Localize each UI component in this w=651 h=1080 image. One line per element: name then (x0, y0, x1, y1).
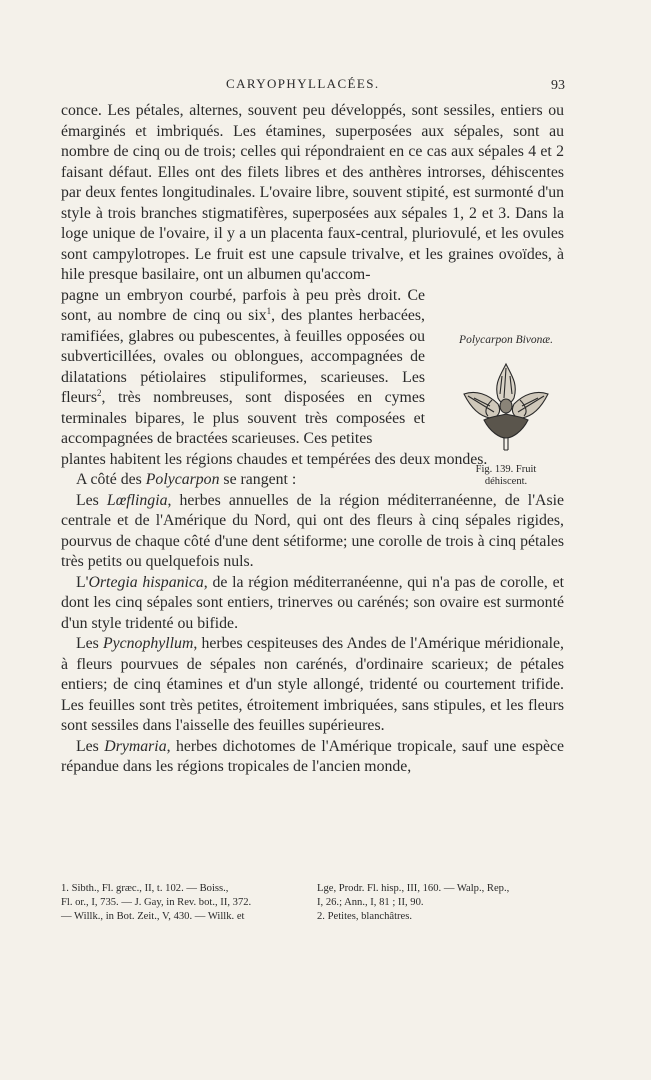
dehiscent-fruit-illustration (454, 354, 558, 458)
paragraph-3 (61, 491, 564, 573)
running-head: CARYOPHYLLACÉES. (226, 76, 380, 91)
figure-caption-line-2: déhiscent. (484, 476, 528, 487)
paragraph-1b-part2: , des plantes herbacées, ramifiées, glabres ou pubescentes, à feuilles opposées ou subverticillées, ovales ou oblongues, accompagnées de dilatations pétiolaires stipuliformes, scarieuses. Les fleurs (61, 307, 426, 406)
genus-polycarpon: Polycarpon (145, 471, 220, 488)
genus-drymaria: Drymaria (104, 737, 167, 755)
species-ortegia: Ortegia hispanica (88, 573, 204, 591)
paragraph-1b-part3: , très nombreuses, sont disposées en cymes terminales bipares, le plus souvent très composées et accompagnées de bractées scarieuses. Ces petites (61, 389, 425, 447)
paragraph-1c: plantes habitent les régions chaudes et tempérées des deux mondes. (61, 450, 488, 468)
paragraph-3-pre: Les (76, 491, 107, 509)
footnotes-right-column (317, 882, 567, 923)
genus-pycnophyllum: Pycnophyllum (102, 635, 194, 652)
paragraph-5 (61, 634, 564, 737)
figure-139 (444, 334, 568, 488)
page-header (0, 76, 651, 96)
footnote-ref-1: 1 (266, 306, 272, 316)
paragraph-1a: conce. Les pétales, alternes, souvent peu développés, sont sessiles, entiers ou émarginés et imbriqués. Les étamines, superposées aux sépales, sont au nombre de cinq ou de trois; celles qui répondraient en ce cas aux sépales 4 et 2 faisant défaut. Elles ont des filets libres et des anthères introrses, déhiscentes par deux fentes longitudinales. L'ovaire libre, souvent stipité, est surmonté d'un style à trois branches stigmatifères, superposées aux sépales 1, 2 et 3. Dans la loge unique de l'ovaire, il y a un placenta faux-central, pluriovulé, et les ovules sont campylotropes. Le fruit est une capsule trivalve, et les graines ovoïdes, à hile presque basilaire, ont un albumen qu'accom- (61, 102, 564, 283)
footnote-line: I, 26.; Ann., I, 81 ; II, 90. (317, 896, 424, 908)
paragraph-5-post: , herbes cespiteuses des Andes de l'Amérique méridionale, à fleurs pourvues de sépales non carénés, d'ordinaire scarieux; de pétales entiers; de cinq étamines et d'un style allongé, tridenté ou courtement trifide. Les feuilles sont très petites, étroitement imbriquées, sans stipules, et les fleurs sont sessiles dans l'aisselle des feuilles supérieures. (61, 635, 564, 734)
paragraph-1b-part1: pagne un embryon courbé, parfois à peu près droit. Ce sont, au nombre de cinq ou six (61, 286, 425, 324)
footnote-line: Lge, Prodr. Fl. hisp., III, 160. — Walp., Rep., (317, 883, 510, 894)
paragraph-3-post: , herbes annuelles de la région méditerranéenne, de l'Asie centrale et de l'Amérique du Nord, qui ont des fleurs à cinq sépales rigides, pourvus de chaque côté d'une dent sétiforme; une corolle de trois à cinq pétales très petits ou quelquefois nuls. (61, 491, 564, 570)
footnote-line: Fl. or., I, 735. — J. Gay, in Rev. bot., II, 372. (61, 896, 252, 908)
genus-loeflingia: Lœflingia (106, 491, 168, 509)
footnote-line: 2. Petites, blanchâtres. (317, 910, 413, 922)
paragraph-5-pre: Les (76, 635, 103, 652)
figure-caption (444, 464, 568, 488)
paragraph-2-pre: A côté des (76, 471, 146, 488)
figure-label: Polycarpon Bivonæ. (459, 334, 553, 346)
figure-caption-line-1: Fig. 139. Fruit (475, 464, 537, 475)
footnote-line: 1. Sibth., Fl. græc., II, t. 102. — Boiss., (61, 883, 229, 894)
paragraph-4 (61, 573, 564, 635)
footnotes-left-column (61, 882, 311, 923)
paragraph-6-post: , herbes dichotomes de l'Amérique tropicale, sauf une espèce répandue dans les régions tropicales de l'ancien monde, (61, 737, 564, 775)
paragraph-6-pre: Les (76, 737, 105, 755)
page-number: 93 (551, 78, 565, 93)
footnote-line: — Willk., in Bot. Zeit., V, 430. — Willk. et (61, 910, 245, 922)
paragraph-6 (61, 737, 564, 778)
paragraph-2-post: se rangent : (219, 471, 297, 488)
paragraph-1b (61, 286, 425, 450)
paragraph-4-post: , de la région méditerranéenne, qui n'a pas de corolle, et dont les cinq sépales sont entiers, trinerves ou carénés; son ovaire est surmonté d'un style tridenté ou bifide. (61, 573, 564, 632)
footnote-ref-2: 2 (96, 388, 102, 398)
paragraph-4-pre: L' (76, 573, 89, 591)
